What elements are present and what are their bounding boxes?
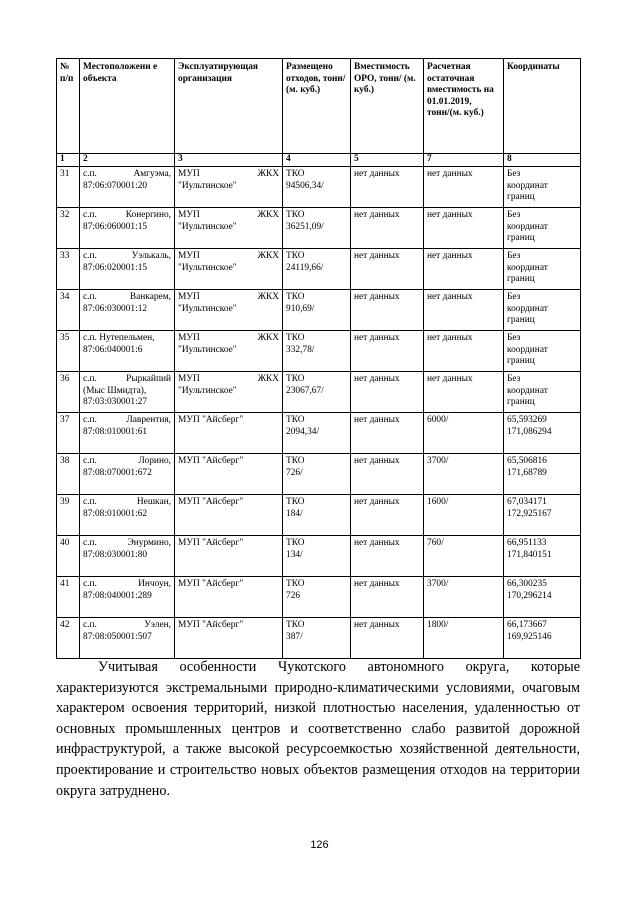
location-name: Лорино, — [138, 456, 171, 466]
table-row — [57, 208, 581, 249]
cadastral-code: 87:08:050001:507 — [83, 631, 152, 642]
latitude: 67,034171 — [507, 497, 547, 507]
column-number: 5 — [351, 154, 424, 167]
row-number: 42 — [57, 618, 80, 659]
table-row — [57, 618, 581, 659]
cadastral-code: 87:06:040001:6 — [83, 344, 143, 355]
waste-type: ТКО — [286, 210, 305, 220]
coord-line: границ — [507, 356, 535, 367]
coordinates-cell — [504, 208, 581, 249]
waste-type: ТКО — [286, 292, 305, 302]
column-number: 4 — [283, 154, 351, 167]
residual-cell: 1600/ — [424, 495, 504, 536]
table-row — [57, 167, 581, 208]
waste-amount: 332,78/ — [286, 344, 315, 355]
coordinates-cell — [504, 577, 581, 618]
org-type: ЖКХ — [257, 210, 279, 220]
organization-cell: МУП "Айсберг" — [175, 454, 283, 495]
cadastral-code: 87:06:060001:15 — [83, 221, 148, 232]
location-name: Ванкарем, — [129, 292, 171, 302]
coord-line: координат — [507, 303, 548, 314]
header-cell: № п/п — [57, 59, 80, 154]
location-prefix: с.п. — [83, 415, 97, 425]
table-row — [57, 536, 581, 577]
row-number: 36 — [57, 372, 80, 413]
placed-cell — [283, 249, 351, 290]
header-cell: Вместимость ОРО, тонн/ (м. куб.) — [351, 59, 424, 154]
table-row — [57, 249, 581, 290]
coordinates-cell — [504, 454, 581, 495]
organization-cell: МУП "Айсберг" — [175, 413, 283, 454]
cadastral-code: 87:03:030001:27 — [83, 397, 148, 408]
header-cell: Координаты — [504, 59, 581, 154]
waste-type: ТКО — [286, 415, 305, 425]
coord-line: Без — [507, 374, 521, 384]
location-name: Лаврентия, — [126, 415, 171, 425]
coord-line: Без — [507, 333, 521, 343]
waste-amount: 726 — [286, 590, 301, 601]
waste-amount: 36251,09/ — [286, 221, 324, 232]
placed-cell — [283, 290, 351, 331]
organization-cell — [175, 372, 283, 413]
residual-cell: 3700/ — [424, 454, 504, 495]
capacity-cell: нет данных — [351, 618, 424, 659]
waste-type: ТКО — [286, 538, 305, 548]
coord-line: границ — [507, 192, 535, 203]
coordinates-cell — [504, 413, 581, 454]
organization-cell — [175, 249, 283, 290]
row-number: 34 — [57, 290, 80, 331]
placed-cell — [283, 331, 351, 372]
residual-cell: 3700/ — [424, 577, 504, 618]
cadastral-code: 87:06:070001:20 — [83, 180, 148, 191]
org-type: МУП — [178, 210, 200, 220]
placed-cell — [283, 495, 351, 536]
organization-cell — [175, 331, 283, 372]
location-cell — [80, 577, 175, 618]
org-name: "Иультинское" — [178, 262, 237, 273]
location-cell — [80, 208, 175, 249]
coordinates-cell — [504, 372, 581, 413]
waste-amount: 24119,66/ — [286, 262, 324, 273]
location-name: Уэлькаль, — [131, 251, 171, 261]
location-prefix: с.п. — [83, 497, 97, 507]
longitude: 170,296214 — [507, 590, 552, 601]
latitude: 65,506816 — [507, 456, 547, 466]
placed-cell — [283, 208, 351, 249]
capacity-cell: нет данных — [351, 167, 424, 208]
org-type: ЖКХ — [257, 374, 279, 384]
org-name: "Иультинское" — [178, 180, 237, 191]
body-paragraph-text: Учитывая особенности Чукотского автономного округа, которые характеризуются экстремальными природно-климатическими условиями, очаговым характером освоения территорий, низкой плотностью населения, удаленностью от основных промышленных центров и соответственно слабо развитой дорожной инфраструктурой, а также высокой ресурсоемкостью хозяйственной деятельности, проектирование и строительство новых объектов размещения отходов на территории округа затруднено. — [56, 659, 580, 799]
coord-line: Без — [507, 251, 521, 261]
longitude: 172,925167 — [507, 508, 552, 519]
coord-line: Без — [507, 210, 521, 220]
organization-cell — [175, 290, 283, 331]
location-cell — [80, 331, 175, 372]
location-name: Энурмино, — [127, 538, 171, 548]
location-cell — [80, 167, 175, 208]
coord-line: границ — [507, 274, 535, 285]
row-number: 41 — [57, 577, 80, 618]
cadastral-code: 87:08:010001:62 — [83, 508, 148, 519]
placed-cell — [283, 577, 351, 618]
latitude: 66,951133 — [507, 538, 547, 548]
capacity-cell: нет данных — [351, 413, 424, 454]
coordinates-cell — [504, 249, 581, 290]
org-type: ЖКХ — [257, 251, 279, 261]
residual-cell: нет данных — [424, 290, 504, 331]
residual-cell: нет данных — [424, 372, 504, 413]
placed-cell — [283, 618, 351, 659]
location-prefix: с.п. — [83, 292, 97, 302]
org-type: МУП — [178, 251, 200, 261]
residual-cell: нет данных — [424, 167, 504, 208]
coordinates-cell — [504, 331, 581, 372]
organization-cell: МУП "Айсберг" — [175, 577, 283, 618]
org-type: ЖКХ — [257, 169, 279, 179]
location-prefix: с.п. — [83, 579, 97, 589]
waste-type: ТКО — [286, 374, 305, 384]
coordinates-cell — [504, 536, 581, 577]
waste-amount: 23067,67/ — [286, 385, 324, 396]
location-prefix: с.п. — [83, 210, 97, 220]
coord-line: координат — [507, 221, 548, 232]
placed-cell — [283, 372, 351, 413]
page-number: 126 — [310, 839, 329, 851]
capacity-cell: нет данных — [351, 208, 424, 249]
column-number: 7 — [424, 154, 504, 167]
coord-line: Без — [507, 169, 521, 179]
waste-amount: 184/ — [286, 508, 303, 519]
organization-cell: МУП "Айсберг" — [175, 618, 283, 659]
placed-cell — [283, 454, 351, 495]
coord-line: границ — [507, 233, 535, 244]
table-row — [57, 331, 581, 372]
location-cell — [80, 372, 175, 413]
row-number: 38 — [57, 454, 80, 495]
longitude: 171,086294 — [507, 426, 552, 437]
coordinates-cell — [504, 167, 581, 208]
column-number: 2 — [80, 154, 175, 167]
organization-cell: МУП "Айсберг" — [175, 536, 283, 577]
waste-amount: 2094,34/ — [286, 426, 320, 437]
capacity-cell: нет данных — [351, 249, 424, 290]
cadastral-code: 87:08:070001:672 — [83, 467, 152, 478]
row-number: 40 — [57, 536, 80, 577]
location-cell — [80, 413, 175, 454]
organization-cell — [175, 208, 283, 249]
longitude: 171,840151 — [507, 549, 552, 560]
coord-line: координат — [507, 262, 548, 273]
waste-amount: 387/ — [286, 631, 303, 642]
cadastral-code: 87:06:030001:12 — [83, 303, 148, 314]
row-number: 39 — [57, 495, 80, 536]
waste-type: ТКО — [286, 620, 305, 630]
waste-type: ТКО — [286, 169, 305, 179]
location-name: Уэлен, — [144, 620, 171, 630]
location-cell — [80, 290, 175, 331]
residual-cell: нет данных — [424, 249, 504, 290]
org-type: МУП — [178, 292, 200, 302]
org-name: "Иультинское" — [178, 303, 237, 314]
location-name: Амгуэма, — [133, 169, 171, 179]
latitude: 66,300235 — [507, 579, 547, 589]
coord-line: координат — [507, 385, 548, 396]
location-name: Рыркайпий — [126, 374, 171, 384]
coordinates-cell — [504, 618, 581, 659]
row-number: 33 — [57, 249, 80, 290]
organization-cell: МУП "Айсберг" — [175, 495, 283, 536]
org-type: ЖКХ — [257, 292, 279, 302]
residual-cell: нет данных — [424, 208, 504, 249]
location-name: Нешкан, — [136, 497, 171, 507]
capacity-cell: нет данных — [351, 577, 424, 618]
waste-type: ТКО — [286, 251, 305, 261]
table-row — [57, 372, 581, 413]
row-number: 32 — [57, 208, 80, 249]
location-prefix: с.п. — [83, 456, 97, 466]
org-name: "Иультинское" — [178, 344, 237, 355]
waste-type: ТКО — [286, 579, 305, 589]
cadastral-code: 87:06:020001:15 — [83, 262, 148, 273]
cadastral-code: 87:08:010001:61 — [83, 426, 148, 437]
coord-line: координат — [507, 344, 548, 355]
capacity-cell: нет данных — [351, 331, 424, 372]
location-prefix: с.п. — [83, 251, 97, 261]
location-cell — [80, 536, 175, 577]
residual-cell: 760/ — [424, 536, 504, 577]
location-cell — [80, 495, 175, 536]
location-prefix: с.п. — [83, 169, 97, 179]
latitude: 66,173667 — [507, 620, 547, 630]
coordinates-cell — [504, 290, 581, 331]
location-name: с.п. Нутепельмен, — [83, 333, 155, 343]
capacity-cell: нет данных — [351, 290, 424, 331]
location-prefix: с.п. — [83, 620, 97, 630]
placed-cell — [283, 413, 351, 454]
location-cell — [80, 454, 175, 495]
coord-line: Без — [507, 292, 521, 302]
residual-cell: 6000/ — [424, 413, 504, 454]
table-row — [57, 413, 581, 454]
capacity-cell: нет данных — [351, 372, 424, 413]
org-name: "Иультинское" — [178, 385, 237, 396]
table-row — [57, 577, 581, 618]
placed-cell — [283, 167, 351, 208]
capacity-cell: нет данных — [351, 536, 424, 577]
org-type: МУП — [178, 169, 200, 179]
column-number: 8 — [504, 154, 581, 167]
waste-type: ТКО — [286, 456, 305, 466]
body-paragraph — [56, 657, 580, 801]
waste-amount: 134/ — [286, 549, 303, 560]
waste-amount: 910,69/ — [286, 303, 315, 314]
table-row — [57, 495, 581, 536]
placed-cell — [283, 536, 351, 577]
org-type: ЖКХ — [257, 333, 279, 343]
location-cell — [80, 249, 175, 290]
waste-type: ТКО — [286, 333, 305, 343]
column-number: 1 — [57, 154, 80, 167]
column-number: 3 — [175, 154, 283, 167]
table-row — [57, 290, 581, 331]
waste-amount: 726/ — [286, 467, 303, 478]
coord-line: границ — [507, 397, 535, 408]
residual-cell: 1800/ — [424, 618, 504, 659]
capacity-cell: нет данных — [351, 495, 424, 536]
waste-type: ТКО — [286, 497, 305, 507]
location-prefix: с.п. — [83, 374, 97, 384]
longitude: 169,925146 — [507, 631, 552, 642]
header-cell: Местоположени е объекта — [80, 59, 175, 154]
row-number: 31 — [57, 167, 80, 208]
waste-amount: 94506,34/ — [286, 180, 324, 191]
header-cell: Расчетная остаточная вместимость на 01.01.2019, тонн/(м. куб.) — [424, 59, 504, 154]
longitude: 171,68789 — [507, 467, 547, 478]
coordinates-cell — [504, 495, 581, 536]
header-cell: Эксплуатирующая организация — [175, 59, 283, 154]
org-name: "Иультинское" — [178, 221, 237, 232]
org-type: МУП — [178, 333, 200, 343]
row-number: 35 — [57, 331, 80, 372]
table-row — [57, 454, 581, 495]
location-note: (Мыс Шмидта), — [83, 385, 147, 396]
location-prefix: с.п. — [83, 538, 97, 548]
location-name: Инчоун, — [138, 579, 171, 589]
row-number: 37 — [57, 413, 80, 454]
org-type: МУП — [178, 374, 200, 384]
waste-facilities-table — [56, 58, 581, 659]
column-number-row — [57, 154, 581, 167]
latitude: 65,593269 — [507, 415, 547, 425]
residual-cell: нет данных — [424, 331, 504, 372]
cadastral-code: 87:08:040001:289 — [83, 590, 152, 601]
coord-line: координат — [507, 180, 548, 191]
capacity-cell: нет данных — [351, 454, 424, 495]
organization-cell — [175, 167, 283, 208]
cadastral-code: 87:08:030001:80 — [83, 549, 148, 560]
header-cell: Размещено отходов, тонн/ (м. куб.) — [283, 59, 351, 154]
coord-line: границ — [507, 315, 535, 326]
location-cell — [80, 618, 175, 659]
location-name: Конергино, — [125, 210, 171, 220]
table-header-row — [57, 59, 581, 154]
